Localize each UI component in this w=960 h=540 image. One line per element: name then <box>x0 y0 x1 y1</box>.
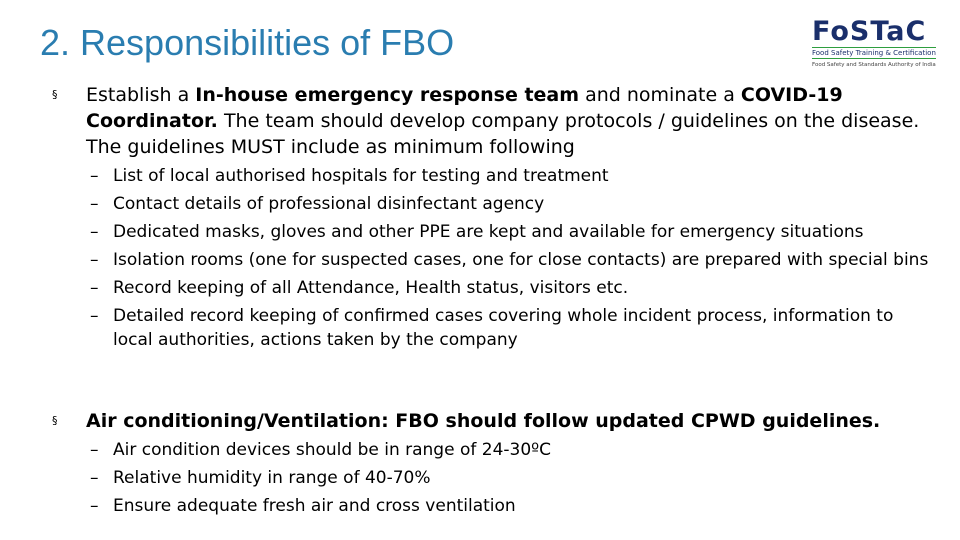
section2-heading <box>86 408 946 434</box>
list-item <box>86 276 936 300</box>
bullet-marker-1: § <box>52 88 58 101</box>
dash-marker: – <box>90 194 99 214</box>
list-item <box>86 466 936 490</box>
logo-wordmark: FoSTaC <box>812 16 927 47</box>
list-item-text: Isolation rooms (one for suspected cases, one for close contacts) are prepared with special bins <box>113 250 929 270</box>
slide-title: 2. Responsibilities of FBO <box>40 22 455 63</box>
list-item <box>86 248 936 272</box>
list-item <box>86 494 936 518</box>
list-item-text: Contact details of professional disinfectant agency <box>113 194 545 214</box>
section2-list <box>86 438 936 522</box>
section1-text-3: The team should develop company protocols / guidelines on the disease. The guidelines MUST include as minimum following <box>86 110 920 158</box>
dash-marker: – <box>90 250 99 270</box>
list-item-text: Dedicated masks, gloves and other PPE are kept and available for emergency situations <box>113 222 864 242</box>
dash-marker: – <box>90 306 99 326</box>
list-item-text: List of local authorised hospitals for testing and treatment <box>113 166 609 186</box>
dash-marker: – <box>90 468 99 488</box>
list-item-text: Ensure adequate fresh air and cross ventilation <box>113 496 516 516</box>
list-item-text: Air condition devices should be in range of 24-30ºC <box>113 440 552 460</box>
dash-marker: – <box>90 222 99 242</box>
section1-text-1: Establish a <box>86 84 196 106</box>
list-item <box>86 220 936 244</box>
logo-subtagline: Food Safety and Standards Authority of India <box>812 62 936 68</box>
section1-text-2: and nominate a <box>579 84 741 106</box>
section1-bold-2: COVID-19 Coordinator. <box>86 84 843 132</box>
list-item <box>86 304 936 352</box>
list-item <box>86 192 936 216</box>
list-item <box>86 164 936 188</box>
dash-marker: – <box>90 440 99 460</box>
section1-list <box>86 164 936 356</box>
list-item-text: Record keeping of all Attendance, Health status, visitors etc. <box>113 278 629 298</box>
dash-marker: – <box>90 278 99 298</box>
bullet-marker-2: § <box>52 414 58 427</box>
dash-marker: – <box>90 166 99 186</box>
list-item-text: Relative humidity in range of 40-70% <box>113 468 431 488</box>
logo-tagline: Food Safety Training & Certification <box>812 49 936 57</box>
dash-marker: – <box>90 496 99 516</box>
section1-bold-1: In-house emergency response team <box>195 84 580 106</box>
section1-paragraph <box>86 82 946 160</box>
list-item <box>86 438 936 462</box>
fostac-logo <box>812 18 936 74</box>
section2-heading-text: Air conditioning/Ventilation: FBO should follow updated CPWD guidelines. <box>86 410 881 432</box>
list-item-text: Detailed record keeping of confirmed cases covering whole incident process, information to local authorities, actions taken by the company <box>113 306 894 350</box>
